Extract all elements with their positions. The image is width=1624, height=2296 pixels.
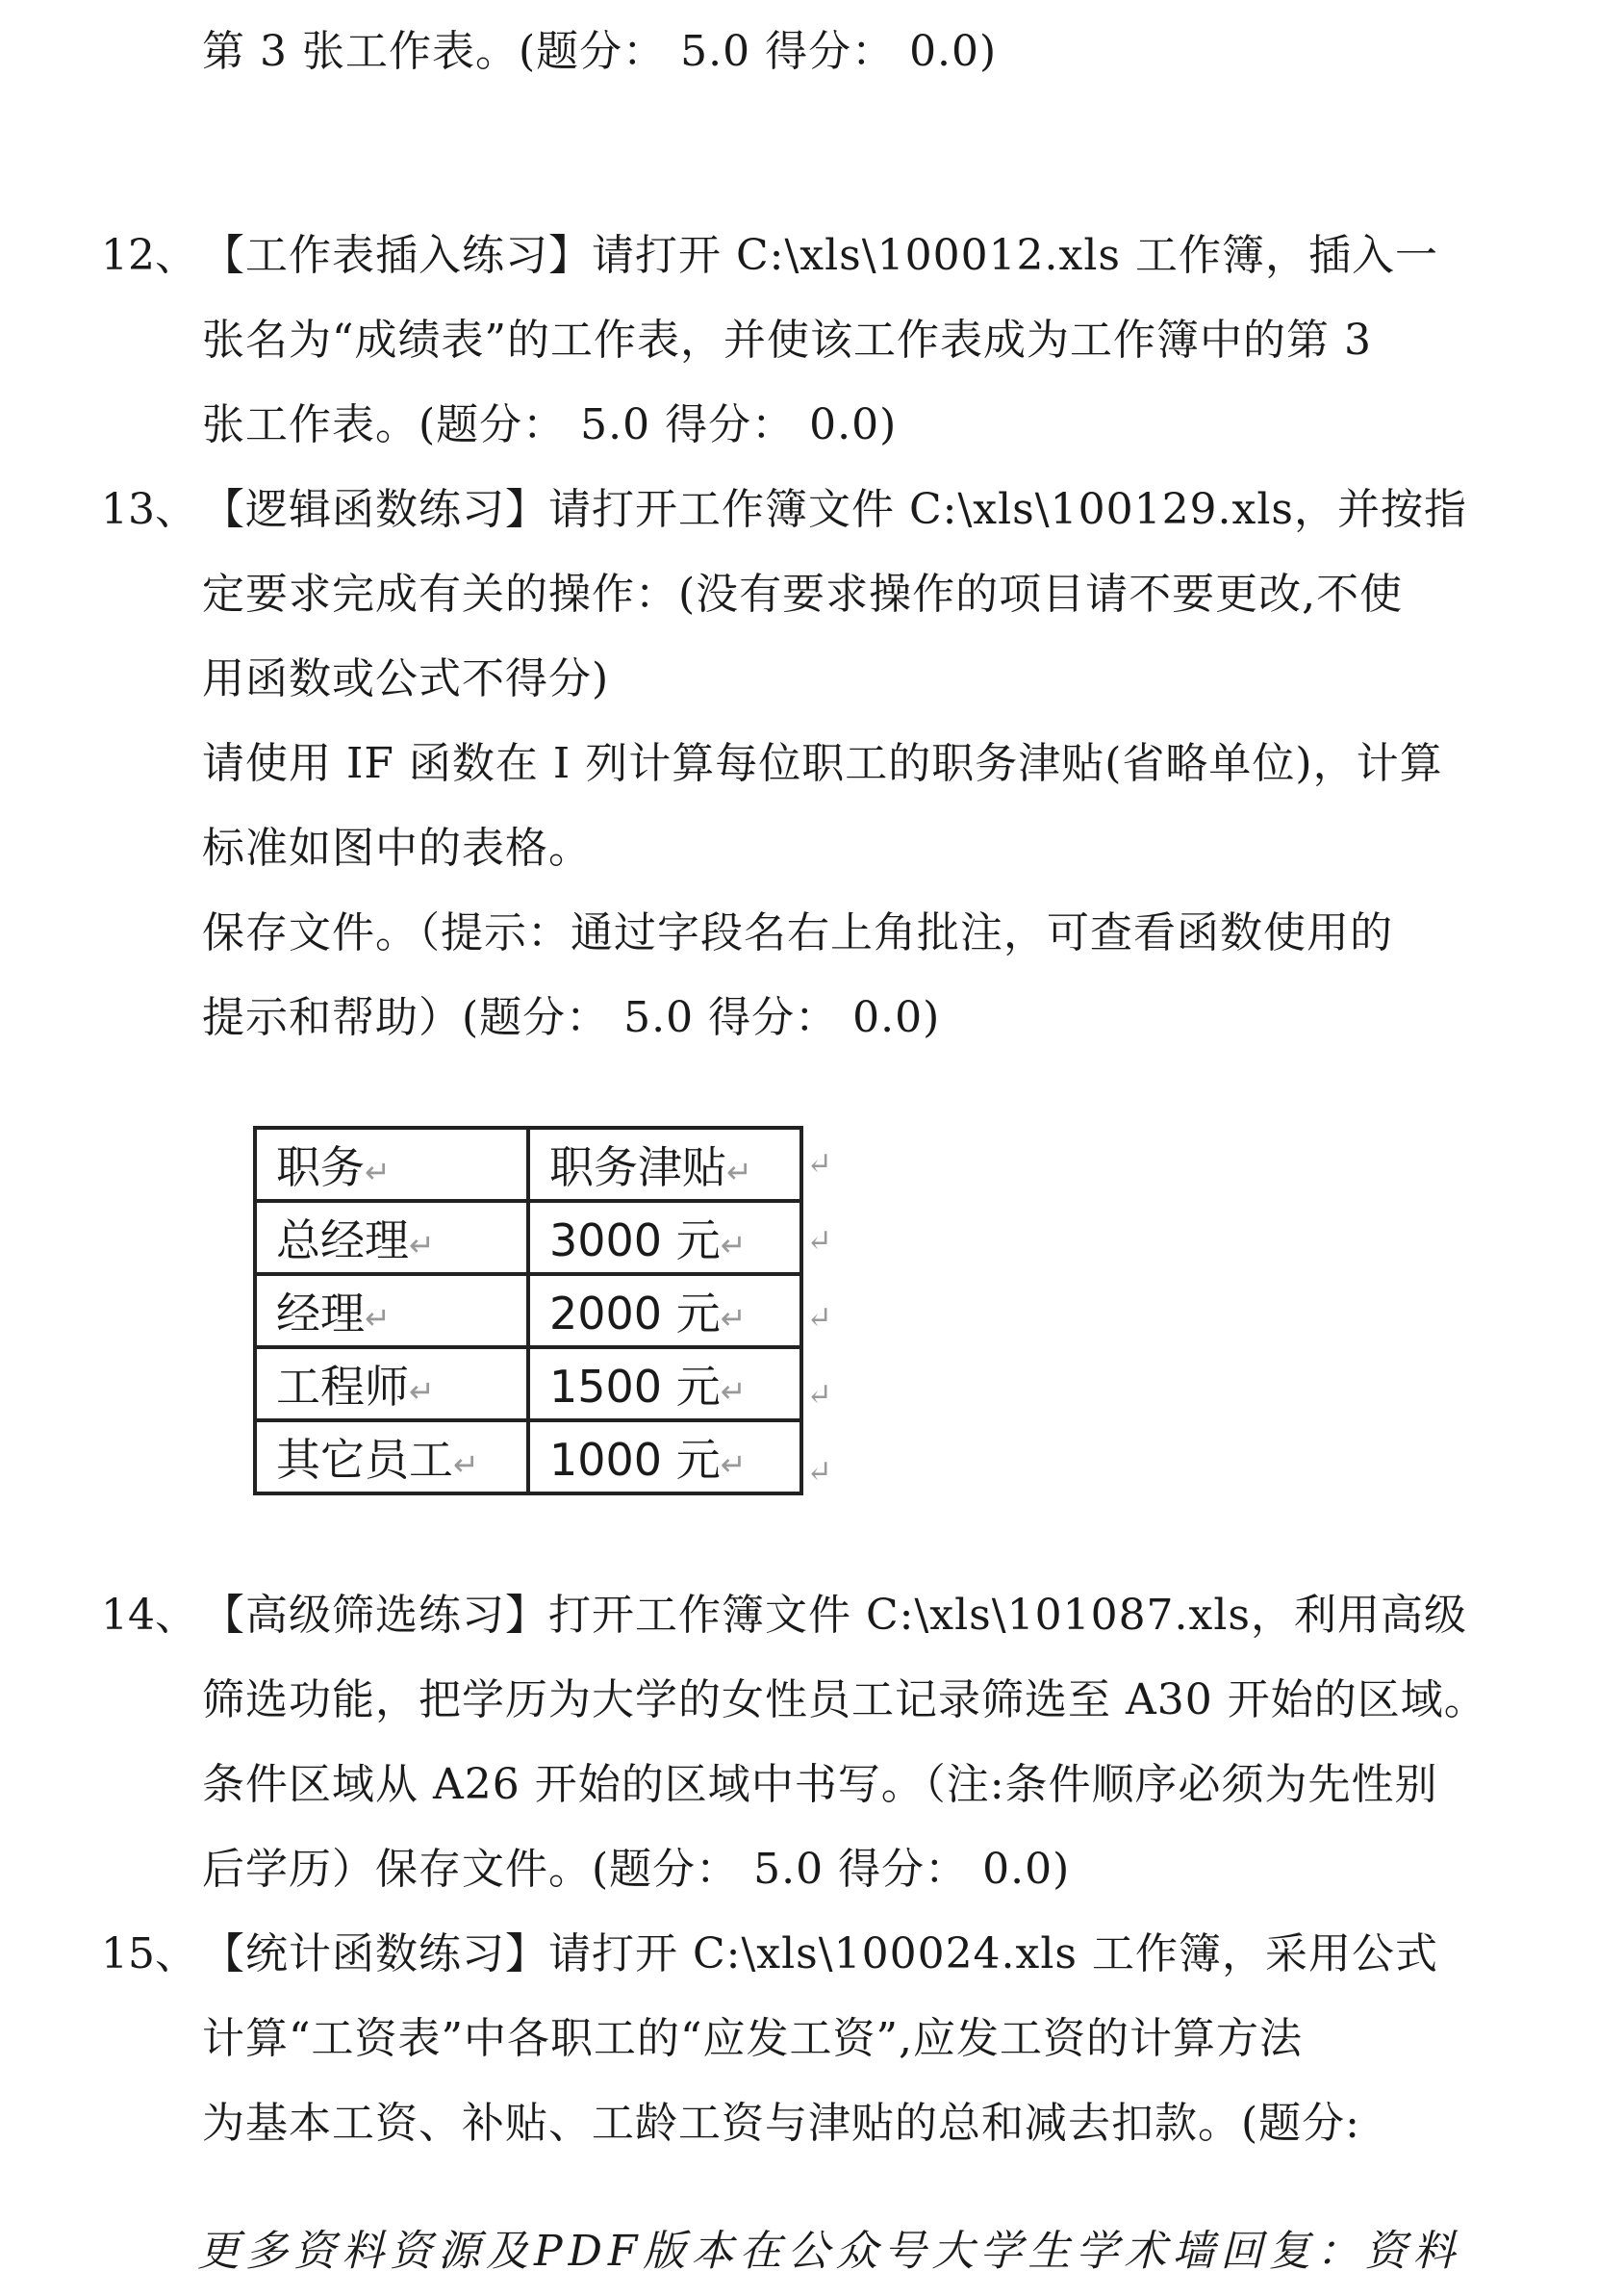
allowance-cell: 3000 元 <box>549 1214 721 1266</box>
paragraph-mark-icon: ↵ <box>365 1300 391 1337</box>
text-line: 用函数或公式不得分) <box>202 654 610 703</box>
text-line: 筛选功能，把学历为大学的女性员工记录筛选至 A30 开始的区域。 <box>202 1675 1487 1724</box>
header-allowance: 职务津贴 <box>549 1141 726 1193</box>
paragraph-mark-icon: ↵ <box>409 1373 435 1410</box>
table-row <box>255 1201 801 1274</box>
text-line: 【工作表插入练习】请打开 C:\xls\100012.xls 工作簿，插入一 <box>202 231 1438 280</box>
question-number: 12、 <box>101 231 197 280</box>
text-line: 计算“工资表”中各职工的“应发工资”,应发工资的计算方法 <box>202 2014 1303 2063</box>
question-number: 14、 <box>101 1591 197 1640</box>
text-line: 张名为“成绩表”的工作表，并使该工作表成为工作簿中的第 3 <box>202 316 1372 365</box>
text-line: 提示和帮助）(题分： 5.0 得分： 0.0) <box>202 993 941 1042</box>
text-line: 张工作表。(题分： 5.0 得分： 0.0) <box>202 400 898 449</box>
paragraph-mark-icon: ↵ <box>720 1300 747 1337</box>
text-line: 为基本工资、补贴、工龄工资与津贴的总和减去扣款。(题分: <box>202 2099 1360 2148</box>
question-number: 13、 <box>101 485 197 534</box>
paragraph-mark-icon: ↵ <box>453 1446 479 1483</box>
footer-note: 更多资料资源及PDF版本在公众号大学生学术墙回复：资料 <box>197 2227 1461 2276</box>
text-line: 保存文件。（提示：通过字段名右上角批注，可查看函数使用的 <box>202 908 1393 957</box>
question-number: 15、 <box>101 1929 197 1978</box>
paragraph-mark-icon: ↵ <box>806 1222 832 1259</box>
allowance-table <box>253 1126 803 1495</box>
text-line: 【高级筛选练习】打开工作簿文件 C:\xls\101087.xls，利用高级 <box>202 1591 1468 1640</box>
paragraph-mark-icon: ↵ <box>365 1154 391 1190</box>
paragraph-mark-icon: ↵ <box>806 1145 832 1182</box>
paragraph-mark-icon: ↵ <box>806 1376 832 1413</box>
allowance-cell: 1000 元 <box>549 1434 721 1486</box>
header-position: 职务 <box>276 1141 365 1193</box>
table-row <box>255 1347 801 1420</box>
text-line: 第 3 张工作表。(题分： 5.0 得分： 0.0) <box>202 27 998 76</box>
position-cell: 工程师 <box>276 1361 409 1413</box>
table-header-row <box>255 1128 801 1201</box>
position-cell: 经理 <box>276 1288 365 1339</box>
text-line: 标准如图中的表格。 <box>202 824 592 873</box>
allowance-cell: 1500 元 <box>549 1361 721 1413</box>
paragraph-mark-icon: ↵ <box>806 1453 832 1490</box>
paragraph-mark-icon: ↵ <box>726 1154 752 1190</box>
position-cell: 其它员工 <box>276 1434 453 1486</box>
text-line: 后学历）保存文件。(题分： 5.0 得分： 0.0) <box>202 1845 1071 1894</box>
allowance-cell: 2000 元 <box>549 1288 721 1339</box>
table-row <box>255 1274 801 1347</box>
paragraph-mark-icon: ↵ <box>720 1446 747 1483</box>
text-line: 请使用 IF 函数在 I 列计算每位职工的职务津贴(省略单位)，计算 <box>202 739 1443 788</box>
text-line: 条件区域从 A26 开始的区域中书写。（注:条件顺序必须为先性别 <box>202 1760 1438 1809</box>
paragraph-mark-icon: ↵ <box>409 1227 435 1263</box>
paragraph-mark-icon: ↵ <box>806 1299 832 1336</box>
paragraph-mark-icon: ↵ <box>720 1373 747 1410</box>
position-cell: 总经理 <box>276 1214 409 1266</box>
paragraph-mark-icon: ↵ <box>720 1227 747 1263</box>
text-line: 【统计函数练习】请打开 C:\xls\100024.xls 工作簿，采用公式 <box>202 1929 1438 1978</box>
text-line: 【逻辑函数练习】请打开工作簿文件 C:\xls\100129.xls，并按指 <box>202 485 1468 534</box>
text-line: 定要求完成有关的操作：(没有要求操作的项目请不要更改,不使 <box>202 570 1404 619</box>
table-row <box>255 1420 801 1493</box>
